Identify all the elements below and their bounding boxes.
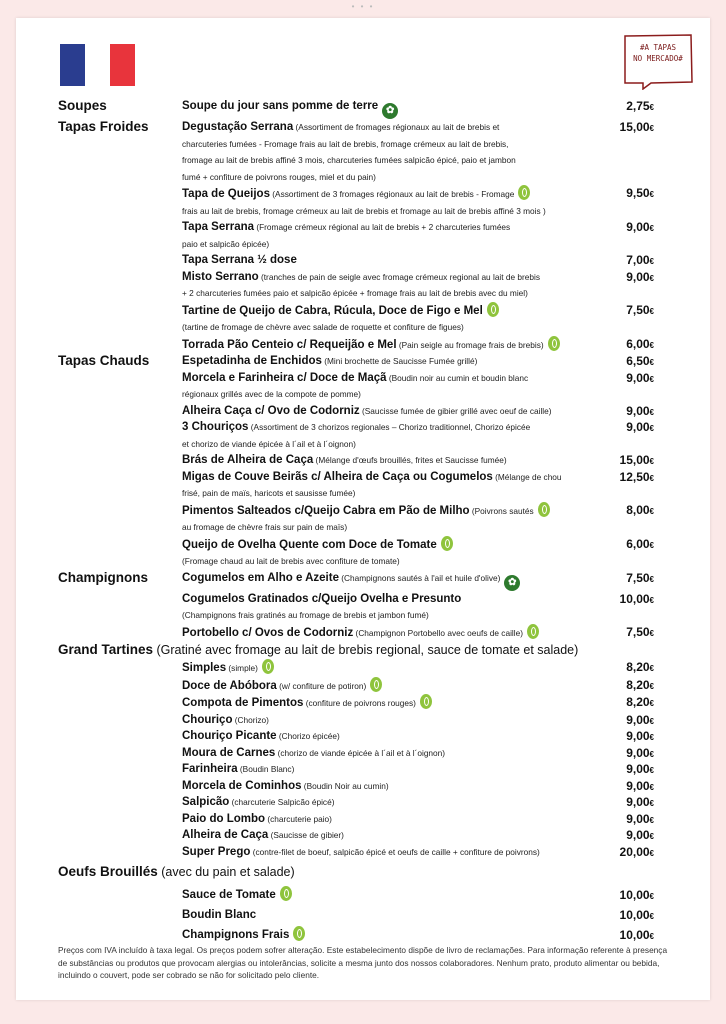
menu-item [16, 119, 710, 136]
currency-symbol: € [649, 457, 654, 466]
item-description: (Assortiment de 3 chorizos regionales – Chorizo traditionnel, Chorizo épicée [248, 422, 531, 432]
menu-item [16, 885, 710, 905]
item-name: Alheira Caça c/ Ovo de Codorniz [182, 404, 360, 417]
item-description: (Saucisse fumée de gibier grillé avec oeuf de caille) [359, 405, 552, 416]
section-title: Tapas Froides [58, 119, 149, 134]
item-description-line: charcuteries fumées - Fromage frais au lait de brebis, fromage crémeux au lait de brebis, [182, 138, 509, 149]
vegetarian-icon [280, 886, 292, 901]
item-description: (Assortiment de fromages régionaux au lait de brebis et [293, 122, 500, 132]
item-description-line: frais au lait de brebis, fromage crémeux au lait de brebis et fromage au lait de brebis affiné 3 mois ) [182, 205, 546, 216]
item-description-line: + 2 charcuteries fumées paio et salpicão épicée + fromage frais au lait de brebis avec du miel) [182, 288, 528, 298]
menu-item [16, 469, 710, 486]
menu-item [16, 925, 710, 945]
vegetarian-icon [538, 502, 550, 517]
menu-item [16, 353, 710, 370]
item-description-line: fumé + confiture de poivrons rouges, miel et du pain) [182, 171, 376, 182]
menu-item [16, 827, 710, 844]
vegetarian-icon [420, 694, 432, 709]
item-price [620, 905, 654, 927]
window-drag-handle[interactable]: • • • [351, 2, 375, 11]
item-price [626, 536, 654, 555]
currency-symbol: € [649, 749, 654, 759]
item-name: Paio do Lombo [182, 812, 266, 825]
flag-blue-stripe [60, 44, 85, 86]
menu-item [16, 252, 710, 269]
flag-red-stripe [110, 44, 135, 86]
menu-page [16, 18, 710, 1000]
currency-symbol: € [649, 595, 654, 605]
menu-item [16, 570, 710, 591]
item-price [626, 336, 654, 355]
vegetarian-icon [262, 659, 274, 674]
price-value: 12,50 [619, 469, 650, 484]
vegetarian-icon [370, 677, 382, 692]
menu-item [16, 98, 710, 119]
currency-symbol: € [649, 664, 654, 673]
grand-tartines-heading [16, 641, 710, 659]
price-value: 9,00 [626, 712, 650, 727]
logo-text [624, 42, 692, 64]
item-description-line: fromage au lait de brebis affiné 3 mois, charcuteries fumées salpicão épicé, paio et jambon [182, 155, 516, 165]
item-name: Queijo de Ovelha Quente com Doce de Tomate [182, 538, 437, 551]
item-description: (Boudin noir au cumin et boudin blanc [386, 372, 529, 383]
item-name: Torrada Pão Centeio c/ Requeijão e Mel [182, 338, 397, 351]
item-description-line: (Champignons frais gratinés au fromage de brebis et jambon fumé) [182, 610, 429, 620]
vegan-icon: ✿ [382, 103, 398, 119]
item-price [626, 98, 654, 117]
price-value: 9,00 [626, 745, 650, 760]
item-description: (charcuterie Salpicão épicé) [229, 797, 335, 807]
menu-item [16, 403, 710, 420]
price-value: 9,00 [626, 811, 650, 826]
menu-item [16, 336, 710, 354]
currency-symbol: € [649, 733, 654, 742]
logo-line-2: NO MERCADO# [633, 54, 683, 63]
item-name: Simples [182, 662, 227, 674]
item-price [626, 624, 654, 643]
section-subtitle: (Gratiné avec fromage au lait de brebis regional, sauce de tomate et salade) [153, 643, 579, 657]
price-value: 9,00 [626, 762, 650, 776]
item-name: 3 Chouriços [182, 421, 249, 433]
item-description: (tranches de pain de seigle avec fromage crémeux regional au lait de brebis [258, 271, 541, 282]
legal-footer: Preços com IVA incluído à taxa legal. Os preços podem sofrer alteração. Este estabelecimento dispõe de livro de reclamações. Para informação referente à presença de substâncias ou produtos que provocam alergias ou intolerâncias, solicite a mesma junto dos nossos colaboradores. Nenhum prato, produto alimentar ou bebida, incluindo o couvert, pode ser cobrado se não for solicitado pelo cliente. [58, 945, 668, 980]
price-value: 10,00 [619, 591, 650, 606]
vegetarian-icon [527, 624, 539, 639]
section-title: Soupes [58, 98, 107, 113]
price-value: 10,00 [619, 888, 650, 902]
price-value: 9,50 [626, 186, 650, 200]
price-value: 8,00 [626, 502, 650, 517]
item-name: Pimentos Salteados c/Queijo Cabra em Pão de Milho [182, 504, 470, 517]
price-value: 7,50 [626, 302, 650, 317]
item-name: Super Prego [182, 845, 251, 858]
item-name: Alheira de Caça [182, 829, 269, 841]
item-description-line: au fromage de chèvre frais sur pain de maïs) [182, 522, 348, 532]
item-price [626, 659, 654, 678]
price-value: 15,00 [619, 453, 650, 467]
currency-symbol: € [649, 681, 654, 691]
price-value: 9,00 [626, 420, 650, 434]
menu-item [16, 185, 710, 203]
menu-item [16, 694, 710, 712]
price-value: 10,00 [619, 928, 650, 942]
price-value: 20,00 [619, 844, 650, 859]
item-name: Espetadinha de Enchidos [182, 355, 322, 367]
item-price [620, 844, 654, 863]
menu-item [16, 677, 710, 695]
vegan-icon: ✿ [504, 575, 520, 591]
item-description: (confiture de poivrons rouges) [303, 698, 416, 708]
currency-symbol: € [649, 932, 654, 941]
price-value: 6,00 [626, 336, 650, 351]
currency-symbol: € [649, 506, 654, 516]
menu-item [16, 419, 710, 436]
price-value: 9,00 [626, 778, 650, 793]
price-value: 9,00 [626, 828, 650, 842]
currency-symbol: € [649, 892, 654, 901]
item-name: Chouriço Picante [182, 730, 277, 742]
menu-item [16, 905, 710, 925]
item-name: Cogumelos Gratinados c/Queijo Ovelha e Presunto [182, 592, 462, 605]
menu-item [16, 659, 710, 677]
item-name: Degustação Serrana [182, 121, 294, 133]
price-value: 10,00 [619, 908, 650, 922]
item-description: (charcuterie paio) [265, 813, 332, 824]
currency-symbol: € [649, 374, 654, 384]
menu-item [16, 745, 710, 762]
oeufs-brouilles-heading [16, 863, 710, 881]
price-value: 9,00 [626, 269, 650, 284]
currency-symbol: € [649, 103, 654, 112]
currency-symbol: € [649, 340, 654, 350]
item-description: (Mélange d'œufs brouillés, frites et Saucisse fumée) [313, 455, 507, 465]
item-name: Farinheira [182, 763, 238, 775]
item-description: (w/ confiture de potiron) [276, 680, 367, 691]
currency-symbol: € [649, 799, 654, 808]
item-description: (Mini brochette de Saucisse Fumée grillé) [321, 356, 478, 366]
menu-item [16, 269, 710, 286]
item-price [626, 570, 654, 589]
price-value: 8,20 [626, 695, 650, 709]
menu-item [16, 624, 710, 642]
item-name: Tapa Serrana ½ dose [182, 254, 297, 266]
currency-symbol: € [649, 848, 654, 858]
price-value: 8,20 [626, 660, 650, 674]
item-price [626, 677, 654, 696]
currency-symbol: € [649, 273, 654, 283]
item-description: (Chorizo épicée) [276, 731, 340, 741]
item-description-line: (Fromage chaud au lait de brebis avec confiture de tomate) [182, 556, 400, 566]
item-description: (chorizo de viande épicée à l´ail et à l´oignon) [275, 747, 446, 758]
item-name: Tapa de Queijos [182, 188, 270, 200]
item-price [626, 302, 654, 321]
price-value: 6,00 [626, 536, 650, 551]
item-name: Salpicão [182, 796, 230, 808]
currency-symbol: € [649, 628, 654, 638]
item-name: Champignons Frais [182, 929, 290, 941]
currency-symbol: € [649, 358, 654, 367]
item-price [626, 185, 654, 204]
item-name: Doce de Abóbora [182, 679, 277, 692]
item-description: (simple) [226, 663, 258, 673]
price-value: 9,00 [626, 220, 650, 234]
section-title: Champignons [58, 569, 148, 585]
item-price [620, 885, 654, 907]
vegetarian-icon [518, 185, 530, 200]
menu-item [16, 219, 710, 236]
section-title: Tapas Chauds [58, 353, 150, 368]
section-title: Grand Tartines [58, 642, 154, 657]
menu-item [16, 728, 710, 745]
item-price [626, 502, 654, 521]
menu-item [16, 712, 710, 729]
price-value: 9,00 [626, 370, 650, 385]
item-description-line: (tartine de fromage de chèvre avec salade de roquette et confiture de figues) [182, 322, 464, 332]
currency-symbol: € [649, 699, 654, 708]
menu-list [16, 98, 710, 945]
item-description: (Assortiment de 3 fromages régionaux au lait de brebis - Fromage [269, 189, 515, 199]
price-value: 15,00 [619, 120, 650, 134]
item-name: Morcela e Farinheira c/ Doce de Maçã [182, 371, 387, 384]
price-value: 7,00 [626, 253, 650, 267]
price-value: 6,50 [626, 354, 650, 368]
currency-symbol: € [649, 407, 654, 417]
price-value: 9,00 [626, 403, 650, 418]
item-price [626, 694, 654, 713]
vegetarian-icon [293, 926, 305, 941]
menu-item [16, 794, 710, 811]
currency-symbol: € [649, 782, 654, 792]
currency-symbol: € [649, 540, 654, 550]
flag-white-stripe [85, 44, 110, 86]
item-description: (Boudin Noir au cumin) [301, 780, 389, 791]
menu-item [16, 591, 710, 608]
currency-symbol: € [649, 832, 654, 841]
vegetarian-icon [441, 536, 453, 551]
item-description-line: et chorizo de viande épicée à l´ail et à l´oignon) [182, 438, 356, 449]
item-description: (Mélange de chou [492, 471, 562, 482]
french-flag-icon [60, 44, 135, 86]
currency-symbol: € [649, 306, 654, 316]
item-description: (Champignons sautés à l'ail et huile d'olive) [338, 572, 501, 583]
item-name: Soupe du jour sans pomme de terre [182, 100, 379, 112]
menu-item [16, 370, 710, 387]
item-description: (contre-filet de boeuf, salpicão épicé et oeufs de caille + confiture de poivrons) [250, 846, 540, 857]
menu-item [16, 811, 710, 828]
item-name: Sauce de Tomate [182, 889, 276, 901]
currency-symbol: € [649, 124, 654, 133]
item-name: Moura de Carnes [182, 746, 276, 759]
item-name: Cogumelos em Alho e Azeite [182, 571, 339, 584]
item-name: Chouriço [182, 713, 233, 726]
item-description: (Poivrons sautés [469, 505, 534, 516]
vegetarian-icon [548, 336, 560, 351]
menu-item [16, 502, 710, 520]
price-value: 9,00 [626, 729, 650, 743]
item-description-line: régionaux grillés avec de la compote de pomme) [182, 389, 361, 399]
currency-symbol: € [649, 473, 654, 483]
item-description: (Saucisse de gibier) [268, 830, 344, 840]
item-name: Compota de Pimentos [182, 697, 304, 709]
section-subtitle: (avec du pain et salade) [157, 865, 295, 879]
price-value: 8,20 [626, 677, 650, 692]
item-name: Boudin Blanc [182, 909, 257, 921]
menu-item [16, 844, 710, 861]
vegetarian-icon [487, 302, 499, 317]
item-name: Tapa Serrana [182, 221, 255, 233]
item-description-line: paio et salpicão épicée) [182, 238, 270, 249]
menu-item [16, 536, 710, 554]
item-name: Brás de Alheira de Caça [182, 454, 314, 466]
currency-symbol: € [649, 815, 654, 825]
menu-item [16, 778, 710, 795]
currency-symbol: € [649, 257, 654, 266]
logo-line-1: #A TAPAS [639, 43, 677, 52]
item-name: Morcela de Cominhos [182, 779, 302, 792]
currency-symbol: € [649, 574, 654, 584]
item-description-line: frisé, pain de maïs, haricots et sausisse fumée) [182, 488, 356, 498]
item-description: (Boudin Blanc) [237, 764, 295, 774]
price-value: 9,00 [626, 795, 650, 809]
menu-item [16, 452, 710, 469]
item-description: (Champignon Portobello avec oeufs de caille) [353, 627, 523, 638]
item-name: Portobello c/ Ovos de Codorniz [182, 626, 354, 639]
item-description: (Chorizo) [232, 714, 269, 725]
item-name: Migas de Couve Beirãs c/ Alheira de Caça ou Cogumelos [182, 470, 493, 483]
currency-symbol: € [649, 912, 654, 921]
menu-item [16, 302, 710, 320]
section-title: Oeufs Brouillés [58, 864, 158, 879]
currency-symbol: € [649, 766, 654, 775]
currency-symbol: € [649, 716, 654, 726]
menu-item [16, 761, 710, 778]
currency-symbol: € [649, 424, 654, 433]
item-name: Misto Serrano [182, 270, 259, 283]
price-value: 2,75 [626, 99, 650, 113]
item-description: (Pain seigle au fromage frais de brebis) [396, 339, 544, 350]
currency-symbol: € [649, 224, 654, 233]
item-description: (Fromage crémeux régional au lait de brebis + 2 charcuteries fumées [254, 222, 511, 232]
price-value: 7,50 [626, 624, 650, 639]
item-name: Tartine de Queijo de Cabra, Rúcula, Doce de Figo e Mel [182, 304, 483, 317]
price-value: 7,50 [626, 570, 650, 585]
currency-symbol: € [649, 190, 654, 199]
